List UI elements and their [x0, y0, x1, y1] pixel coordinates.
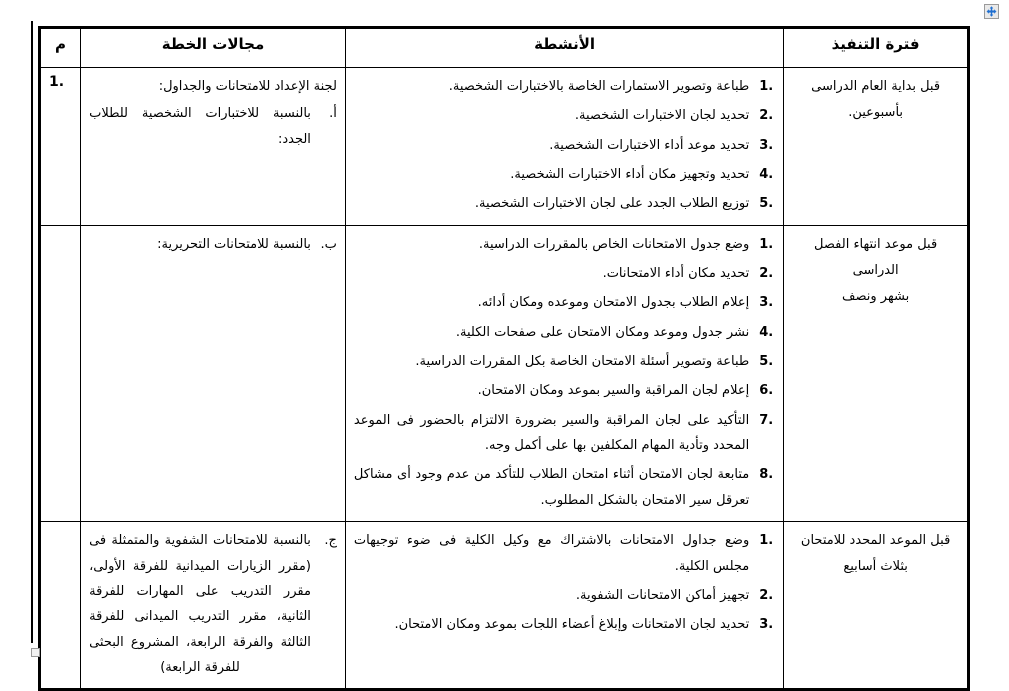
- table-header-row: [40, 28, 969, 68]
- period-line: قبل بداية العام الدراسى: [811, 79, 941, 94]
- cell-implementation-period: [784, 225, 969, 521]
- column-header-number: م: [40, 28, 81, 68]
- column-header-activities: الأنشطة: [345, 28, 783, 68]
- table-row: [40, 225, 969, 521]
- table-row: [40, 522, 969, 690]
- column-header-implementation-period: فترة التنفيذ: [784, 28, 969, 68]
- cell-activities: [345, 522, 783, 690]
- list-item: تجهيز أماكن الامتحانات الشفوية.: [575, 587, 750, 603]
- plan-area-text: بالنسبة للاختبارات الشخصية للطلاب الجدد:: [89, 106, 311, 147]
- period-line: قبل الموعد المحدد للامتحان: [800, 533, 951, 549]
- cell-implementation-period: [784, 68, 969, 226]
- list-item: تحديد وتجهيز مكان أداء الاختبارات الشخصية.: [510, 167, 750, 183]
- move-four-way-icon[interactable]: [984, 4, 999, 19]
- table-header: [40, 28, 969, 68]
- plan-table: [38, 26, 970, 691]
- list-item: نشر جدول وموعد ومكان الامتحان على صفحات الكلية.: [455, 324, 750, 340]
- plan-area-marker: ج.: [324, 533, 337, 549]
- cell-implementation-period: [784, 522, 969, 690]
- plan-area-marker: ب.: [320, 236, 337, 252]
- column-header-plan-areas: مجالات الخطة: [81, 28, 346, 68]
- list-item: طباعة وتصوير الاستمارات الخاصة بالاختبارات الشخصية.: [448, 79, 750, 94]
- plan-area-heading: لجنة الإعداد للامتحانات والجداول:: [158, 79, 337, 94]
- activities-list: [354, 528, 775, 637]
- activities-list: [354, 232, 775, 513]
- list-item: إعلام الطلاب بجدول الامتحان وموعده ومكان أدائه.: [477, 295, 750, 311]
- cell-plan-areas: [81, 225, 346, 521]
- list-item: تحديد مكان أداء الامتحانات.: [602, 266, 750, 282]
- list-item: تحديد لجان الاختبارات الشخصية.: [574, 108, 750, 124]
- plan-area-item: [89, 528, 337, 680]
- cell-row-number: [40, 522, 81, 690]
- plan-area-item: [89, 101, 337, 152]
- list-item: تحديد موعد أداء الاختبارات الشخصية.: [549, 137, 750, 153]
- cell-row-number: [40, 225, 81, 521]
- period-line: قبل موعد انتهاء الفصل الدراسى: [814, 236, 938, 278]
- cell-activities: [345, 68, 783, 226]
- period-line: بثلاث أسابيع: [843, 559, 908, 575]
- cell-activities: [345, 225, 783, 521]
- plan-area-text: بالنسبة للامتحانات التحريرية:: [157, 236, 311, 252]
- list-item: تحديد لجان الامتحانات وإبلاغ أعضاء اللجات بموعد ومكان الامتحان.: [394, 617, 750, 633]
- list-item: وضع جداول الامتحانات بالاشتراك مع وكيل الكلية فى ضوء توجيهات مجلس الكلية.: [353, 533, 750, 574]
- resize-handle[interactable]: [31, 648, 40, 657]
- list-item: وضع جدول الامتحانات الخاص بالمقررات الدراسية.: [478, 236, 750, 252]
- plan-area-item: [89, 232, 337, 257]
- list-item: إعلام لجان المراقبة والسير بموعد ومكان الامتحان.: [477, 383, 750, 399]
- table-body: [40, 68, 969, 690]
- plan-area-marker: أ.: [329, 106, 337, 122]
- period-line: بأسبوعين.: [848, 105, 904, 120]
- list-item: توزيع الطلاب الجدد على لجان الاختبارات الشخصية.: [474, 196, 750, 212]
- table-row: [40, 68, 969, 226]
- list-item: طباعة وتصوير أسئلة الامتحان الخاصة بكل المقررات الدراسية.: [415, 354, 750, 370]
- plan-area-text: بالنسبة للامتحانات الشفوية والمتمثلة فى (مقرر الزيارات الميدانية للفرقة الأولى، مقرر التدريب على المهارات للفرقة الثانية، مقرر التدريب الميدانى للفرقة الثالثة والفرقة الرابعة، المشروع البحثى للفرقة الرابعة): [89, 533, 311, 675]
- cell-plan-areas: [81, 522, 346, 690]
- period-line: بشهر ونصف: [842, 288, 910, 304]
- list-item: التأكيد على لجان المراقبة والسير بضرورة الالتزام بالحضور فى الموعد المحدد وتأدية المهام المكلفين بها على أكمل وجه.: [353, 412, 750, 454]
- activities-list: [354, 74, 775, 217]
- cell-plan-areas: [81, 68, 346, 226]
- list-item: متابعة لجان الامتحان أثناء امتحان الطلاب للتأكد من عدم وجود أى مشاكل تعرقل سير الامتحان بالشكل المطلوب.: [353, 467, 750, 508]
- cell-row-number: 1.: [40, 68, 81, 226]
